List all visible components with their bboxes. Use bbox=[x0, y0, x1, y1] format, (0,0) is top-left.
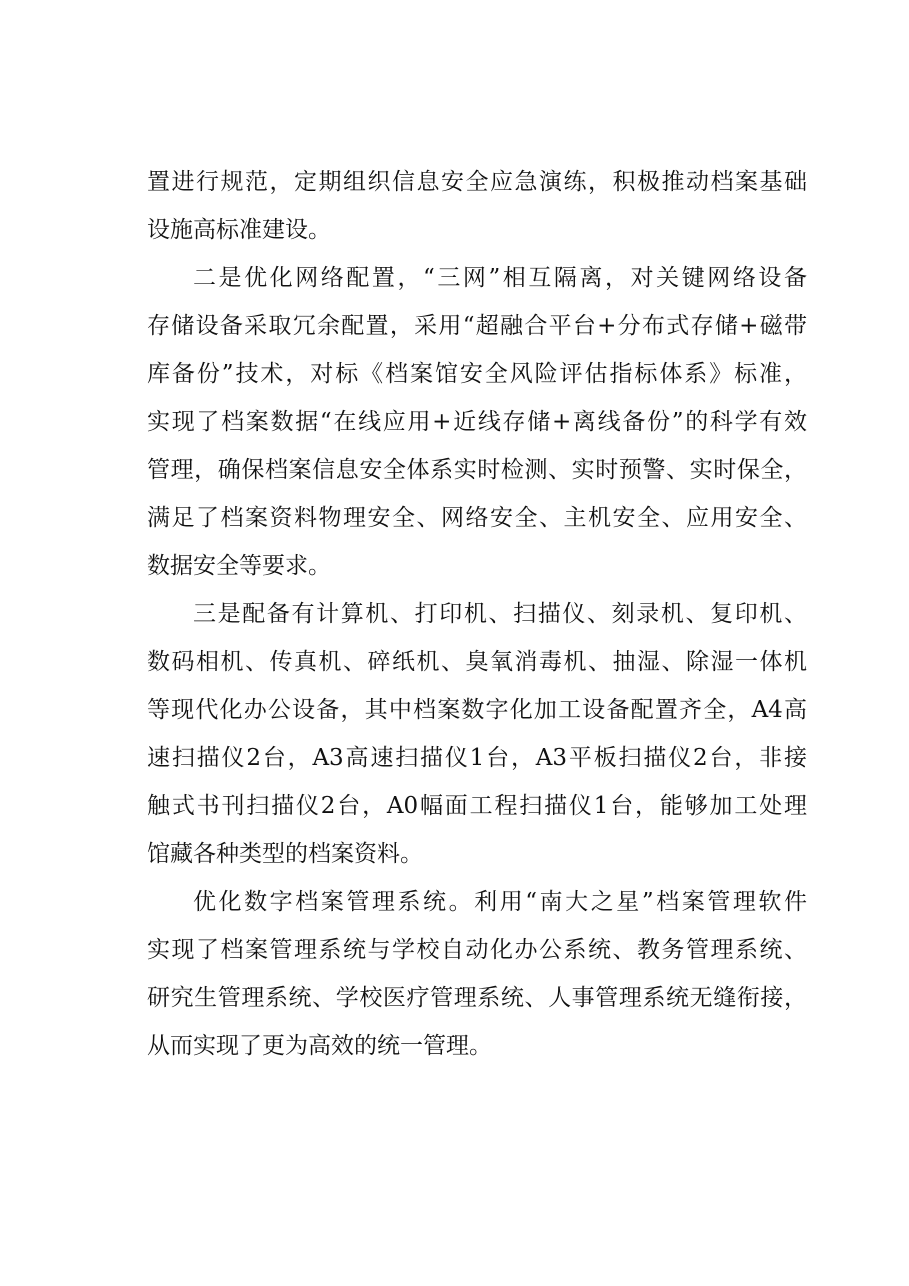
text-line: 馆藏各种类型的档案资料。 bbox=[147, 841, 423, 867]
text-line: 等现代化办公设备，其中档案数字化加工设备配置齐全，A4高 bbox=[147, 697, 807, 723]
text-line: 存储设备采取冗余配置，采用“超融合平台+分布式存储+磁带 bbox=[147, 313, 807, 339]
paragraph-2 bbox=[147, 254, 807, 590]
paragraph-4 bbox=[147, 878, 807, 1070]
text-line: 设施高标准建设。 bbox=[147, 217, 331, 243]
text-line: 置进行规范，定期组织信息安全应急演练，积极推动档案基础 bbox=[147, 169, 807, 195]
text-line: 实现了档案管理系统与学校自动化办公系统、教务管理系统、 bbox=[147, 937, 807, 963]
paragraph-1 bbox=[147, 158, 807, 254]
text-line: 数码相机、传真机、碎纸机、臭氧消毒机、抽湿、除湿一体机 bbox=[147, 649, 807, 675]
text-line: 触式书刊扫描仪2台，A0幅面工程扫描仪1台，能够加工处理 bbox=[147, 793, 807, 819]
text-line: 优化数字档案管理系统。利用“南大之星”档案管理软件 bbox=[193, 889, 807, 915]
text-line: 从而实现了更为高效的统一管理。 bbox=[147, 1033, 492, 1059]
text-line: 二是优化网络配置，“三网”相互隔离，对关键网络设备 bbox=[193, 265, 807, 291]
text-line: 三是配备有计算机、打印机、扫描仪、刻录机、复印机、 bbox=[193, 601, 807, 627]
text-line: 库备份”技术，对标《档案馆安全风险评估指标体系》标准， bbox=[147, 361, 807, 387]
text-line: 满足了档案资料物理安全、网络安全、主机安全、应用安全、 bbox=[147, 505, 807, 531]
document-body bbox=[147, 158, 807, 1070]
paragraph-3 bbox=[147, 590, 807, 878]
text-line: 实现了档案数据“在线应用+近线存储+离线备份”的科学有效 bbox=[147, 409, 807, 435]
text-line: 研究生管理系统、学校医疗管理系统、人事管理系统无缝衔接， bbox=[147, 985, 807, 1011]
text-line: 数据安全等要求。 bbox=[147, 553, 331, 579]
text-line: 速扫描仪2台，A3高速扫描仪1台，A3平板扫描仪2台，非接 bbox=[147, 745, 807, 771]
text-line: 管理，确保档案信息安全体系实时检测、实时预警、实时保全， bbox=[147, 457, 807, 483]
